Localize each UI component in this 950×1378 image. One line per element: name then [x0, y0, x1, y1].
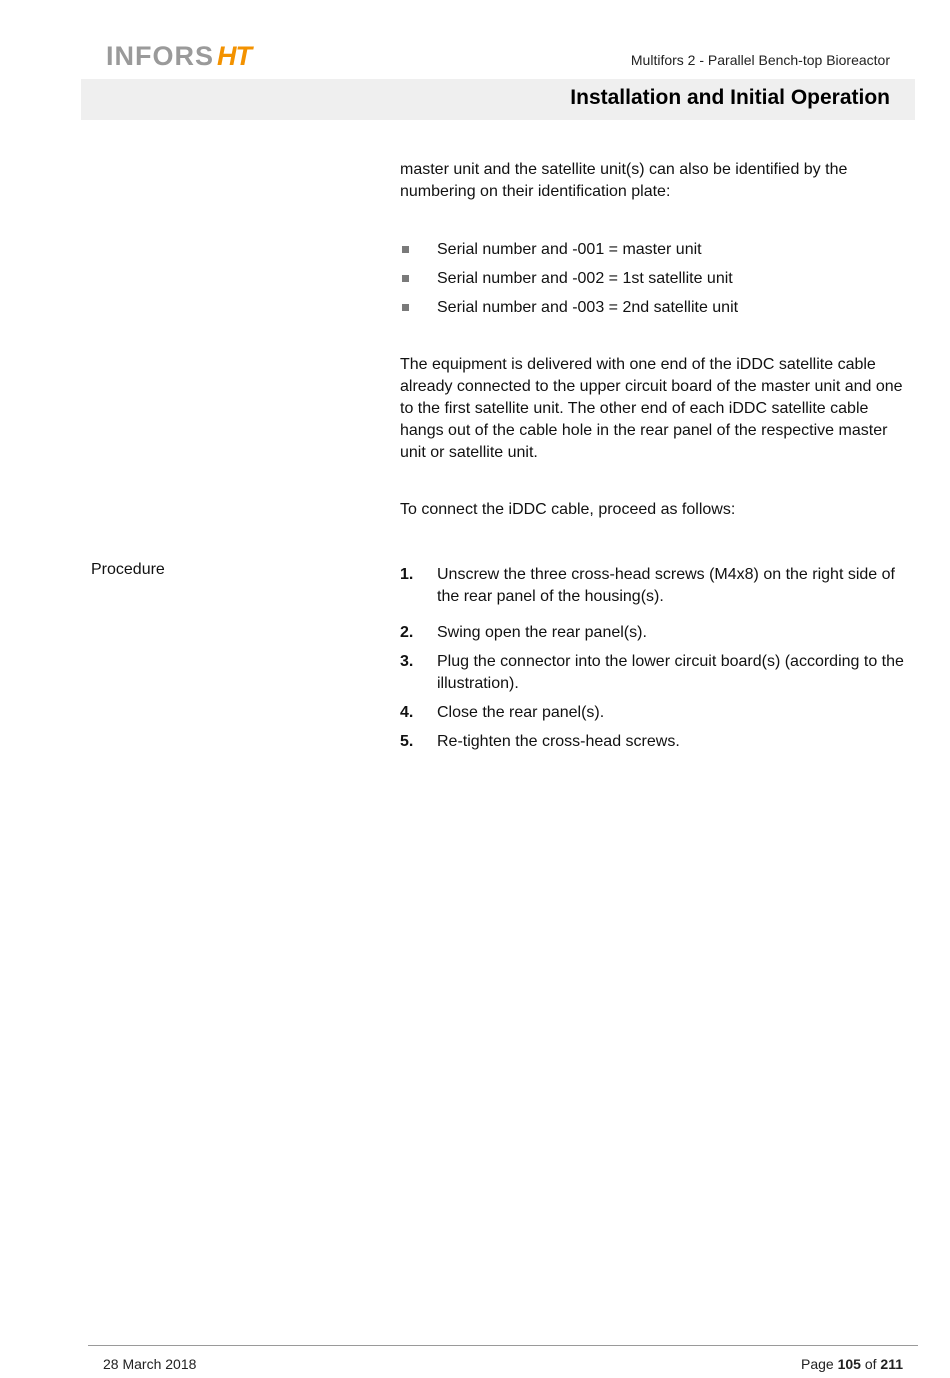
footer-divider — [88, 1345, 918, 1346]
step-text: Close the rear panel(s). — [437, 704, 605, 721]
step-text: Unscrew the three cross-head screws (M4x8) on the right side of the rear panel of the housing(s). — [437, 566, 895, 605]
list-item — [400, 268, 915, 297]
list-item — [400, 239, 915, 268]
product-title: Multifors 2 - Parallel Bench-top Bioreactor — [630, 52, 890, 68]
step-number: 3. — [400, 653, 414, 670]
procedure-step — [400, 651, 915, 695]
page-current: 105 — [837, 1356, 861, 1372]
square-bullet-icon — [402, 246, 409, 253]
logo-ht-mark: HT — [217, 41, 252, 71]
step-text: Re-tighten the cross-head screws. — [437, 733, 680, 750]
step-number: 4. — [400, 704, 414, 721]
page-total: 211 — [880, 1356, 903, 1372]
page-of: of — [864, 1356, 877, 1372]
square-bullet-icon — [402, 275, 409, 282]
step-number: 1. — [400, 566, 414, 583]
procedure-label: Procedure — [91, 561, 165, 578]
square-bullet-icon — [402, 304, 409, 311]
step-text: Plug the connector into the lower circuit board(s) (according to the illustration). — [437, 653, 904, 692]
step-text: Swing open the rear panel(s). — [437, 624, 647, 641]
list-item-text: Serial number and -003 = 2nd satellite unit — [437, 299, 739, 316]
page-number — [801, 1356, 903, 1372]
procedure-step — [400, 702, 915, 724]
list-item-text: Serial number and -001 = master unit — [437, 241, 702, 258]
page-prefix: Page — [800, 1356, 834, 1372]
procedure-step — [400, 622, 915, 644]
cable-paragraph: The equipment is delivered with one end of the iDDC satellite cable already connected to the upper circuit board of the master unit and one to the first satellite unit. The other end of each iDDC satellite cable hangs out of the cable hole in the rear panel of the respective master unit or satellite unit. — [400, 356, 903, 461]
chapter-header-band — [81, 79, 915, 120]
intro-paragraph: master unit and the satellite unit(s) can also be identified by the numbering on their identification plate: — [400, 161, 848, 200]
infors-logo — [106, 40, 251, 72]
step-number: 5. — [400, 733, 414, 750]
logo-wordmark: INFORS — [106, 41, 215, 71]
chapter-title: Installation and Initial Operation — [570, 86, 890, 109]
serial-number-list — [400, 239, 915, 326]
step-number: 2. — [400, 624, 414, 641]
list-item-text: Serial number and -002 = 1st satellite unit — [437, 270, 733, 287]
procedure-steps — [400, 564, 915, 760]
list-item — [400, 297, 915, 326]
connect-intro: To connect the iDDC cable, proceed as follows: — [400, 501, 736, 518]
footer-date: 28 March 2018 — [103, 1356, 197, 1372]
procedure-step — [400, 564, 915, 608]
procedure-step — [400, 731, 915, 753]
